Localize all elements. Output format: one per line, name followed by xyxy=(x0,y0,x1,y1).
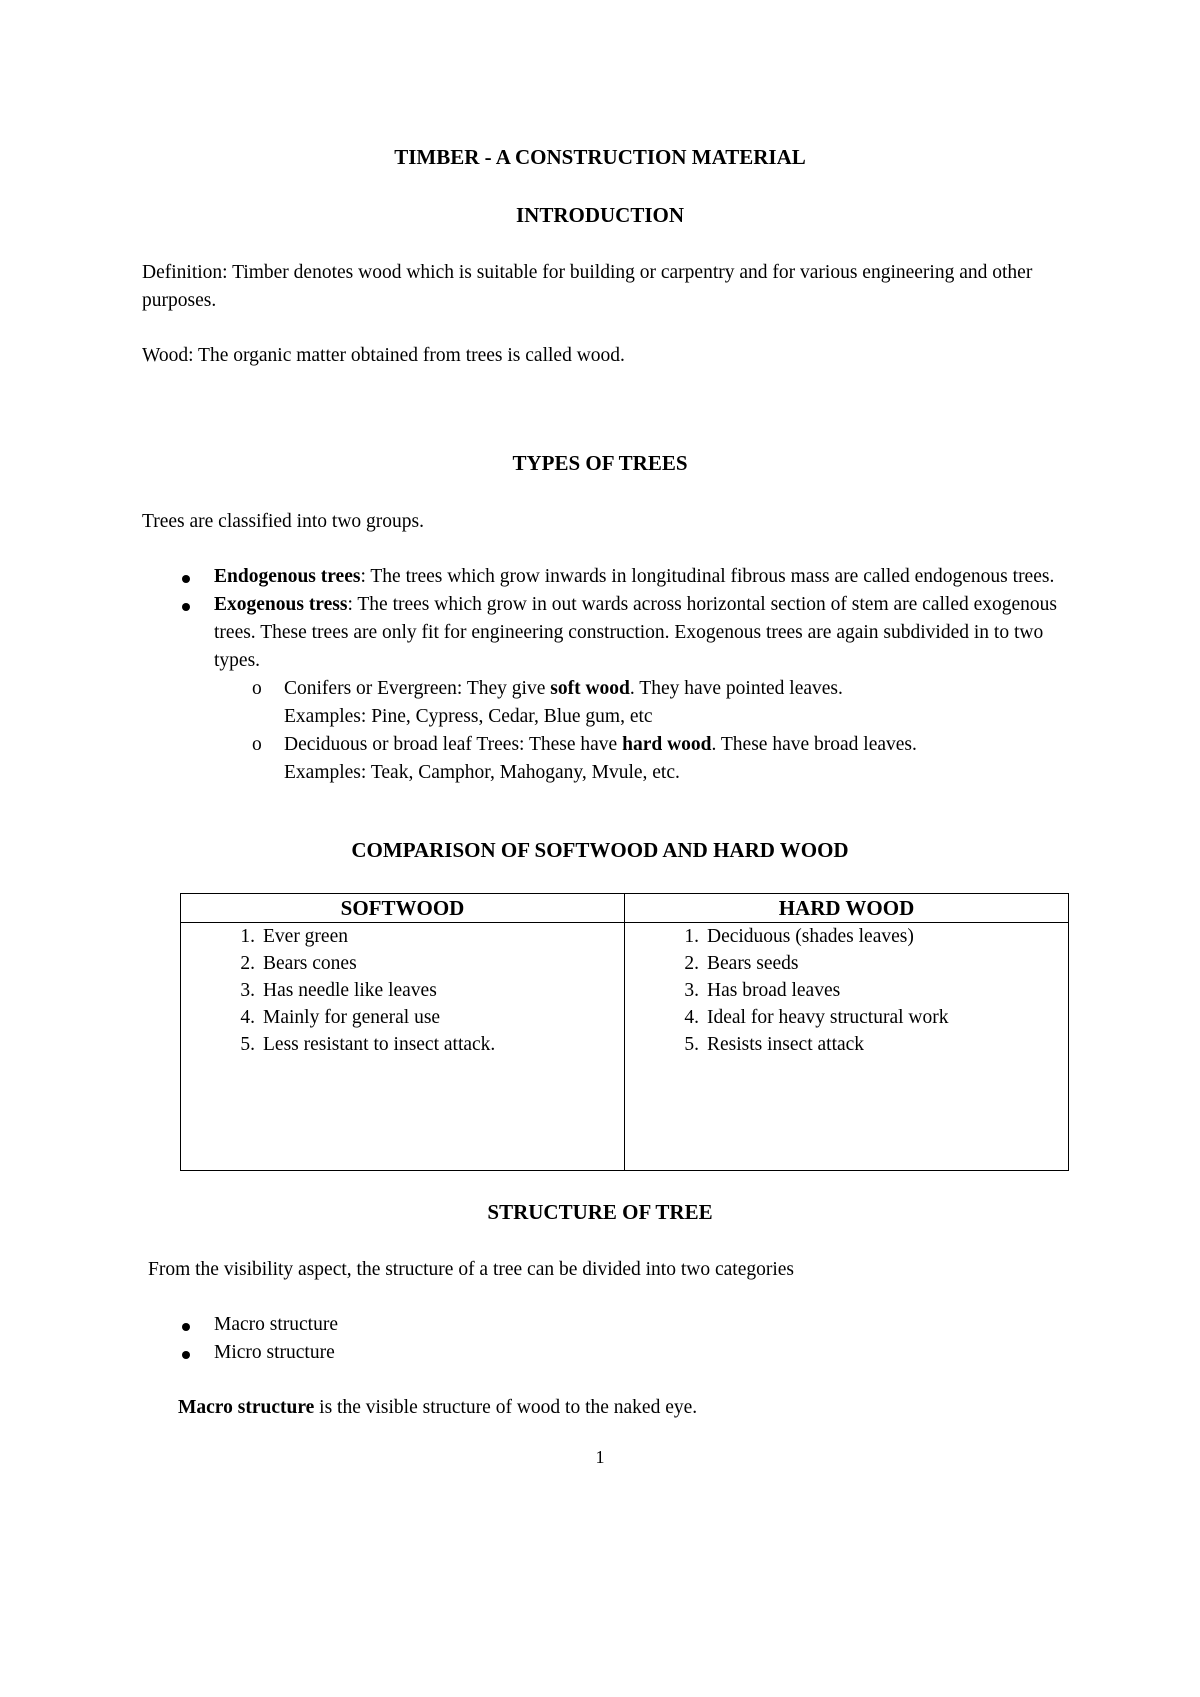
item-text: Deciduous (shades leaves) xyxy=(707,926,914,947)
item-text: Resists insect attack xyxy=(707,1034,865,1055)
bullet-icon xyxy=(182,1351,190,1359)
list-item xyxy=(625,1031,1068,1058)
item-text: Bears cones xyxy=(263,953,357,974)
intro-heading: INTRODUCTION xyxy=(515,203,685,227)
list-item xyxy=(181,923,624,950)
conifers-text: Conifers or Evergreen: They give xyxy=(284,678,551,699)
item-number: 5. xyxy=(240,1034,255,1055)
macro-paragraph xyxy=(178,1394,1108,1422)
item-text: Mainly for general use xyxy=(263,1007,441,1028)
list-item xyxy=(625,977,1068,1004)
item-number: 4. xyxy=(684,1007,699,1028)
list-item-macro xyxy=(142,1311,1082,1339)
list-item xyxy=(181,1004,624,1031)
sublist-item-deciduous xyxy=(142,731,1082,787)
tree-types-list xyxy=(142,563,1082,787)
document-title: TIMBER - A CONSTRUCTION MATERIAL xyxy=(394,145,806,169)
softwood-cell xyxy=(181,923,625,1171)
item-text: Less resistant to insect attack. xyxy=(263,1034,496,1055)
types-intro: Trees are classified into two groups. xyxy=(142,511,424,532)
conifers-post: . They have pointed leaves. xyxy=(629,678,843,699)
item-text: Has broad leaves xyxy=(707,980,841,1001)
bullet-icon xyxy=(182,575,190,583)
structure-heading: STRUCTURE OF TREE xyxy=(487,1200,713,1224)
list-item xyxy=(625,923,1068,950)
item-number: 1. xyxy=(240,926,255,947)
list-item-label: Macro structure xyxy=(214,1314,338,1335)
table-header-row xyxy=(181,894,1069,923)
sub-bullet-icon: o xyxy=(252,678,262,699)
exogenous-term: Exogenous tress xyxy=(214,594,348,615)
list-item xyxy=(625,1004,1068,1031)
list-item-endogenous xyxy=(142,563,1082,591)
hardwood-cell xyxy=(625,923,1069,1171)
list-item xyxy=(625,950,1068,977)
item-text: Bears seeds xyxy=(707,953,799,974)
bullet-icon xyxy=(182,1323,190,1331)
macro-text: is the visible structure of wood to the naked eye. xyxy=(314,1397,698,1418)
header-softwood: SOFTWOOD xyxy=(181,894,625,923)
endogenous-text: : The trees which grow inwards in longitudinal fibrous mass are called endogenous trees. xyxy=(360,566,1055,587)
item-text: Ideal for heavy structural work xyxy=(707,1007,949,1028)
list-item xyxy=(181,1031,624,1058)
list-item-label: Micro structure xyxy=(214,1342,335,1363)
list-item xyxy=(181,950,624,977)
item-number: 5. xyxy=(684,1034,699,1055)
item-number: 2. xyxy=(240,953,255,974)
endogenous-term: Endogenous trees xyxy=(214,566,361,587)
deciduous-examples: Examples: Teak, Camphor, Mahogany, Mvule, etc. xyxy=(284,762,680,783)
item-text: Has needle like leaves xyxy=(263,980,437,1001)
comparison-heading: COMPARISON OF SOFTWOOD AND HARD WOOD xyxy=(351,838,849,862)
wood-paragraph: Wood: The organic matter obtained from trees is called wood. xyxy=(142,345,625,366)
comparison-table xyxy=(180,893,1069,1171)
structure-list xyxy=(142,1311,1082,1367)
item-number: 1. xyxy=(684,926,699,947)
item-number: 3. xyxy=(240,980,255,1001)
page-number: 1 xyxy=(595,1447,605,1467)
macro-term: Macro structure xyxy=(178,1397,315,1418)
bullet-icon xyxy=(182,603,190,611)
deciduous-post: . These have broad leaves. xyxy=(711,734,917,755)
definition-paragraph: Definition: Timber denotes wood which is suitable for building or carpentry and for various engineering and other purposes. xyxy=(142,262,1033,311)
conifers-bold: soft wood xyxy=(550,678,630,699)
item-number: 2. xyxy=(684,953,699,974)
conifers-examples: Examples: Pine, Cypress, Cedar, Blue gum, etc xyxy=(284,706,653,727)
sublist-item-conifers xyxy=(142,675,1082,731)
exogenous-text: : The trees which grow in out wards across horizontal section of stem are called exogenous trees. These trees are only fit for engineering construction. Exogenous trees are again subdivided in to two types. xyxy=(214,594,1058,671)
item-number: 4. xyxy=(240,1007,255,1028)
list-item-micro xyxy=(142,1339,1082,1367)
sub-bullet-icon: o xyxy=(252,734,262,755)
item-text: Ever green xyxy=(263,926,348,947)
structure-intro: From the visibility aspect, the structure of a tree can be divided into two categories xyxy=(148,1259,795,1280)
deciduous-bold: hard wood xyxy=(622,734,712,755)
deciduous-text: Deciduous or broad leaf Trees: These have xyxy=(284,734,623,755)
item-number: 3. xyxy=(684,980,699,1001)
table-row xyxy=(181,923,1069,1171)
types-heading: TYPES OF TREES xyxy=(512,451,688,475)
list-item-exogenous xyxy=(142,591,1082,675)
list-item xyxy=(181,977,624,1004)
header-hardwood: HARD WOOD xyxy=(625,894,1069,923)
